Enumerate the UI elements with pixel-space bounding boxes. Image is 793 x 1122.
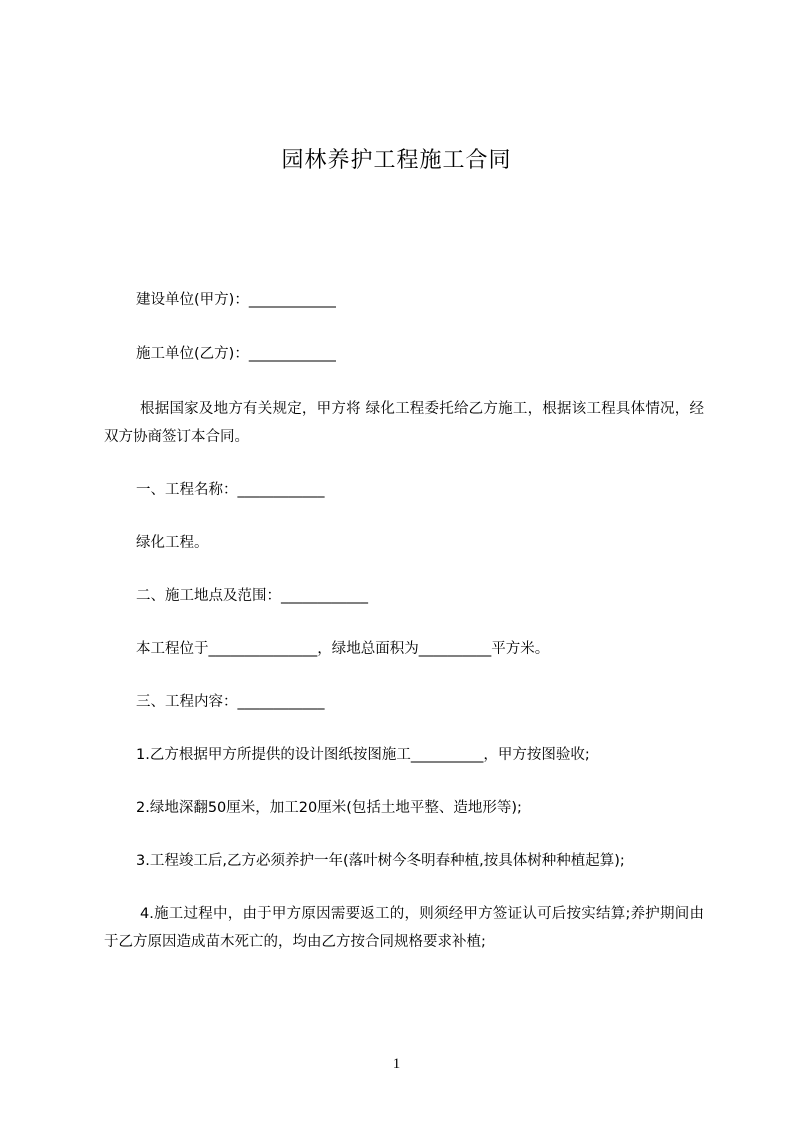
- list-item-2: 2.绿地深翻50厘米，加工20厘米(包括土地平整、造地形等);: [136, 800, 522, 816]
- party-b-line: 施工单位(乙方)：____________: [136, 346, 336, 362]
- section3-heading: 三、工程内容：____________: [136, 694, 325, 710]
- section1-heading: 一、工程名称：____________: [136, 482, 325, 498]
- list-item-4: 4.施工过程中，由于甲方原因需要返工的，则须经甲方签证认可后按实结算;养护期间由于乙方原因造成苗木死亡的，均由乙方按合同规格要求补植;: [104, 906, 704, 950]
- section2-body: 本工程位于_______________，绿地总面积为__________平方米。: [136, 641, 550, 657]
- list-item-3: 3.工程竣工后,乙方必须养护一年(落叶树今冬明春种植,按具体树种种植起算);: [136, 853, 625, 869]
- intro-paragraph: 根据国家及地方有关规定，甲方将 绿化工程委托给乙方施工，根据该工程具体情况，经双方协商签订本合同。: [104, 401, 704, 445]
- page-number: 1: [392, 1056, 401, 1072]
- section1-body: 绿化工程。: [136, 535, 209, 551]
- section2-heading: 二、施工地点及范围：____________: [136, 588, 368, 604]
- party-a-line: 建设单位(甲方)：____________: [136, 292, 336, 308]
- list-item-1: 1.乙方根据甲方所提供的设计图纸按图施工__________，甲方按图验收;: [136, 747, 590, 763]
- document-title: 园林养护工程施工合同: [281, 148, 512, 173]
